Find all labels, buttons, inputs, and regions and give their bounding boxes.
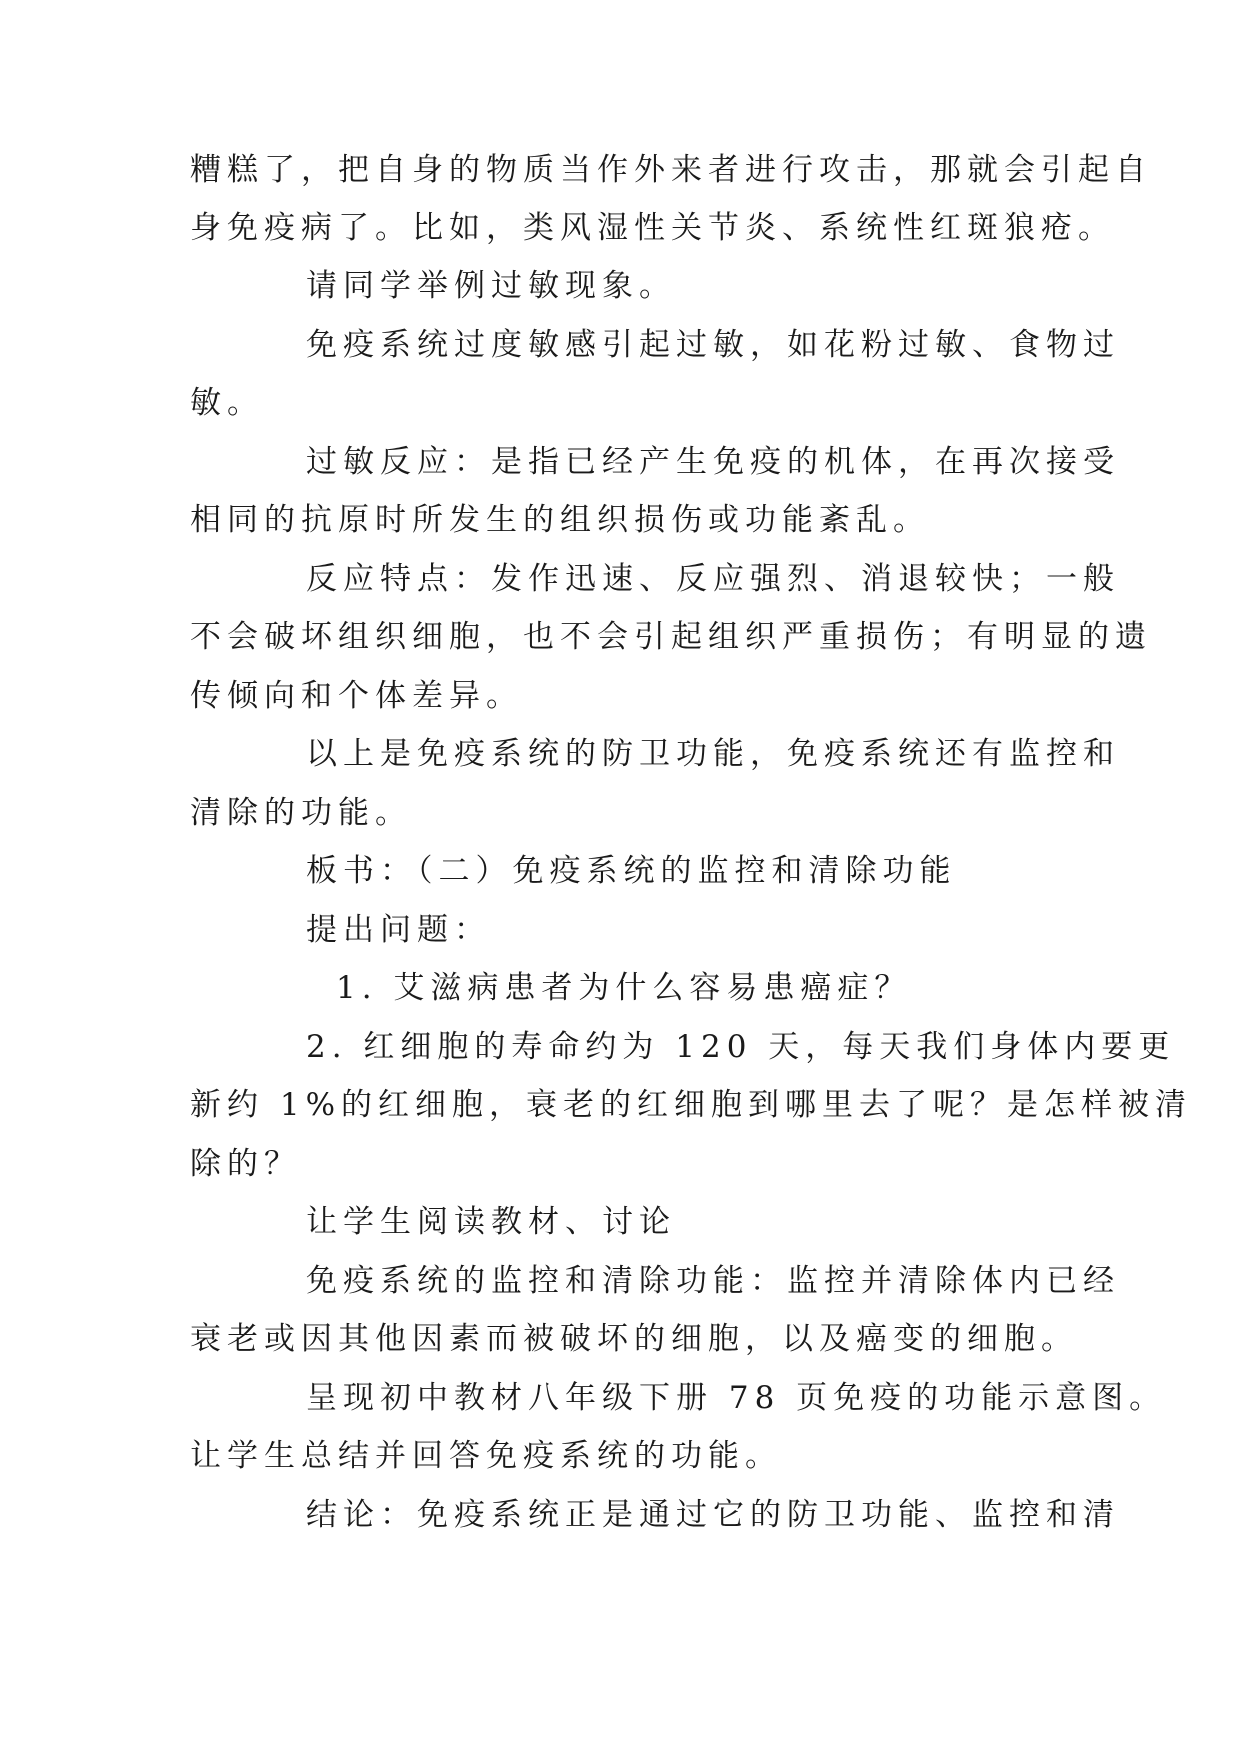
paragraph-line: 免疫系统的监控和清除功能：监控并清除体内已经 xyxy=(306,1263,1120,1299)
paragraph-line: 2. 红细胞的寿命约为 120 天，每天我们身体内要更 xyxy=(306,1029,1176,1065)
paragraph-line: 结论：免疫系统正是通过它的防卫功能、监控和清 xyxy=(306,1497,1120,1533)
paragraph-line: 1. 艾滋病患者为什么容易患癌症？ xyxy=(336,970,912,1006)
paragraph-line: 以上是免疫系统的防卫功能，免疫系统还有监控和 xyxy=(306,736,1120,772)
paragraph-line: 免疫系统过度敏感引起过敏，如花粉过敏、食物过 xyxy=(306,327,1120,363)
paragraph-line: 传倾向和个体差异。 xyxy=(190,678,523,714)
paragraph-line: 过敏反应：是指已经产生免疫的机体，在再次接受 xyxy=(306,444,1120,480)
paragraph-line: 新约 1%的红细胞，衰老的红细胞到哪里去了呢？是怎样被清 xyxy=(190,1087,1193,1123)
paragraph-line: 相同的抗原时所发生的组织损伤或功能紊乱。 xyxy=(190,502,930,538)
paragraph-line: 提出问题： xyxy=(306,912,491,948)
paragraph-line: 反应特点：发作迅速、反应强烈、消退较快；一般 xyxy=(306,561,1120,597)
paragraph-line: 不会破坏组织细胞，也不会引起组织严重损伤；有明显的遗 xyxy=(190,619,1152,655)
paragraph-line: 板书：（二）免疫系统的监控和清除功能 xyxy=(306,853,957,889)
paragraph-line: 敏。 xyxy=(190,385,264,421)
paragraph-line: 让学生总结并回答免疫系统的功能。 xyxy=(190,1438,782,1474)
paragraph-line: 呈现初中教材八年级下册 78 页免疫的功能示意图。 xyxy=(306,1380,1167,1416)
paragraph-line: 请同学举例过敏现象。 xyxy=(306,268,676,304)
paragraph-line: 让学生阅读教材、讨论 xyxy=(306,1204,676,1240)
paragraph-line: 衰老或因其他因素而被破坏的细胞，以及癌变的细胞。 xyxy=(190,1321,1078,1357)
paragraph-line: 身免疫病了。比如，类风湿性关节炎、系统性红斑狼疮。 xyxy=(190,210,1115,246)
paragraph-line: 清除的功能。 xyxy=(190,795,412,831)
paragraph-line: 除的？ xyxy=(190,1146,301,1182)
paragraph-line: 糟糕了，把自身的物质当作外来者进行攻击，那就会引起自 xyxy=(190,152,1152,188)
